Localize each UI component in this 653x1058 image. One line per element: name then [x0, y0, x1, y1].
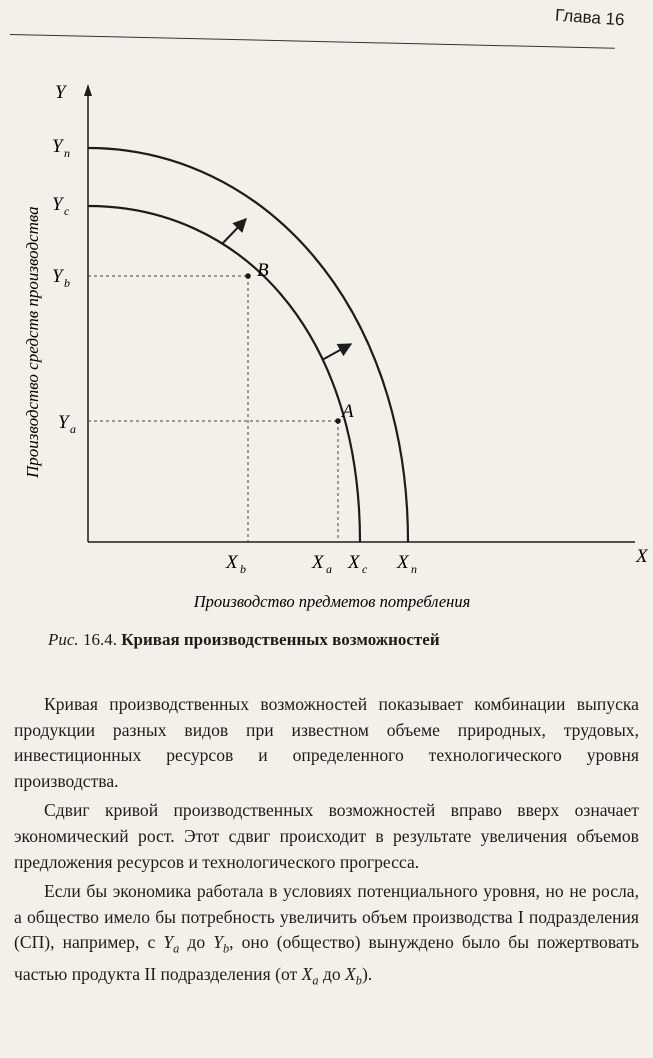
svg-text:X: X	[226, 552, 238, 573]
x-tick-xa	[311, 552, 332, 576]
svg-text:b: b	[64, 276, 70, 290]
x-axis-label: X	[636, 546, 648, 567]
point-b-label: B	[257, 260, 269, 281]
caption-title: Кривая производственных возможностей	[121, 630, 440, 649]
svg-text:c: c	[64, 204, 70, 218]
x-tick-xc	[347, 552, 368, 576]
paragraph-2: Сдвиг кривой производственных возможностей вправо вверх означает экономический рост. Этот сдвиг происходит в результате увеличения объемов предложения ресурсов и технологического прогресса.	[14, 800, 639, 872]
body-text	[14, 692, 639, 995]
paragraph-1: Кривая производственных возможностей показывает комбинации выпуска продукции разных видов при известном объеме природных, трудовых, инвестиционных ресурсов и определенного технологического уровня производства.	[14, 694, 639, 791]
x-tick-xb	[225, 552, 246, 576]
svg-text:X: X	[312, 552, 324, 573]
svg-text:X: X	[348, 552, 360, 573]
point-b	[245, 273, 251, 279]
y-axis-title: Производство средств производства	[23, 206, 42, 478]
ppf-curve-inner	[88, 206, 360, 542]
y-tick-ya	[58, 412, 76, 436]
y-axis-label: Y	[55, 82, 66, 103]
caption-prefix: Рис.	[48, 630, 79, 649]
svg-text:a: a	[70, 422, 76, 436]
svg-text:Y: Y	[52, 194, 63, 215]
svg-text:b: b	[240, 562, 246, 576]
paragraph-3: Если бы экономика работала в условиях потенциального уровня, но не росла, а общество имело бы потребность увеличить объем производства I подразделения (СП), например, с $Y_a$ до $Y_b$, оно (общество) вынуждено было бы пожертвовать частью продукта II подразделения (от $X_a$ до $X_b$).	[14, 881, 639, 988]
point-a	[335, 418, 341, 424]
svg-text:Y: Y	[52, 136, 63, 157]
y-axis-arrow	[84, 84, 92, 96]
svg-text:n: n	[411, 562, 417, 576]
shift-arrow-upper	[222, 219, 246, 244]
chapter-label: Глава 16	[554, 5, 626, 30]
svg-text:X: X	[397, 552, 409, 573]
y-tick-yc	[52, 194, 70, 218]
svg-text:Y: Y	[52, 266, 63, 287]
figure-caption	[48, 630, 440, 650]
svg-text:c: c	[362, 562, 368, 576]
svg-text:a: a	[326, 562, 332, 576]
svg-text:n: n	[64, 146, 70, 160]
y-tick-yb	[52, 266, 70, 290]
y-tick-yn	[52, 136, 70, 160]
shift-arrow-lower	[322, 344, 351, 360]
caption-number: 16.4.	[82, 630, 117, 649]
x-axis-title: Производство предметов потребления	[193, 592, 471, 611]
svg-text:Y: Y	[58, 412, 69, 433]
point-a-label: A	[342, 401, 354, 422]
x-tick-xn	[396, 552, 417, 576]
header-rule	[10, 34, 615, 49]
ppf-figure	[0, 60, 653, 620]
page-header	[0, 0, 653, 36]
